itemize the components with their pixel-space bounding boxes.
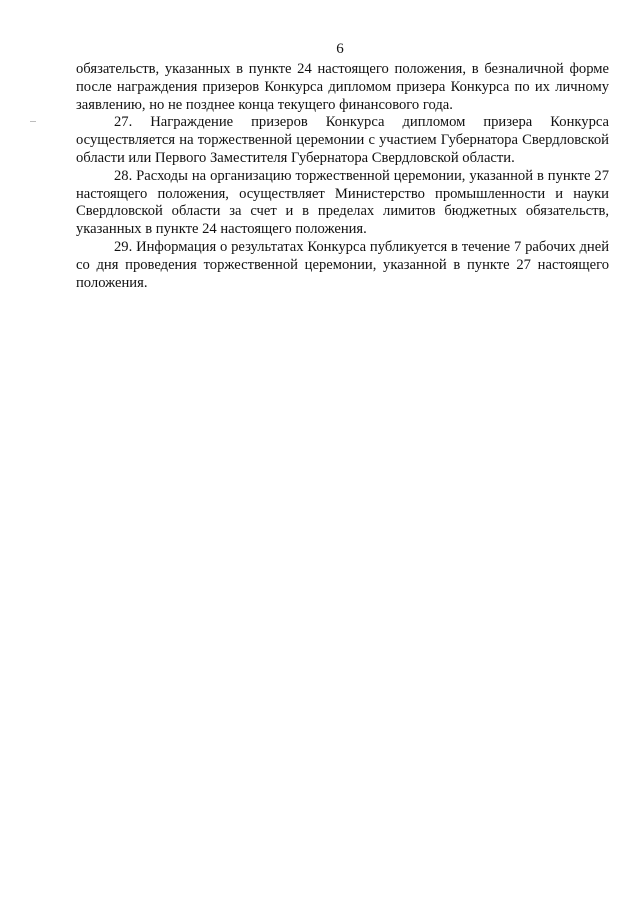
paragraph-28: 28. Расходы на организацию торжественной церемонии, указанной в пункте 27 настоящего положения, осуществляет Министерство промышленности и науки Свердловской области за счет и в пределах лимитов бюджетных обязательств, указанных в пункте 24 настоящего положения.: [76, 167, 609, 238]
paragraph-27: 27. Награждение призеров Конкурса дипломом призера Конкурса осуществляется на торжественной церемонии с участием Губернатора Свердловской области или Первого Заместителя Губернатора Свердловской области.: [76, 114, 609, 166]
margin-mark: [30, 121, 36, 122]
document-body: [76, 61, 609, 292]
paragraph-29: 29. Информация о результатах Конкурса публикуется в течение 7 рабочих дней со дня проведения торжественной церемонии, указанной в пункте 27 настоящего положения.: [76, 238, 609, 291]
page-number: 6: [336, 41, 344, 57]
paragraph-continuation: обязательств, указанных в пункте 24 настоящего положения, в безналичной форме после награждения призеров Конкурса дипломом призера Конкурса по их личному заявлению, но не позднее конца текущего финансового года.: [76, 61, 609, 113]
